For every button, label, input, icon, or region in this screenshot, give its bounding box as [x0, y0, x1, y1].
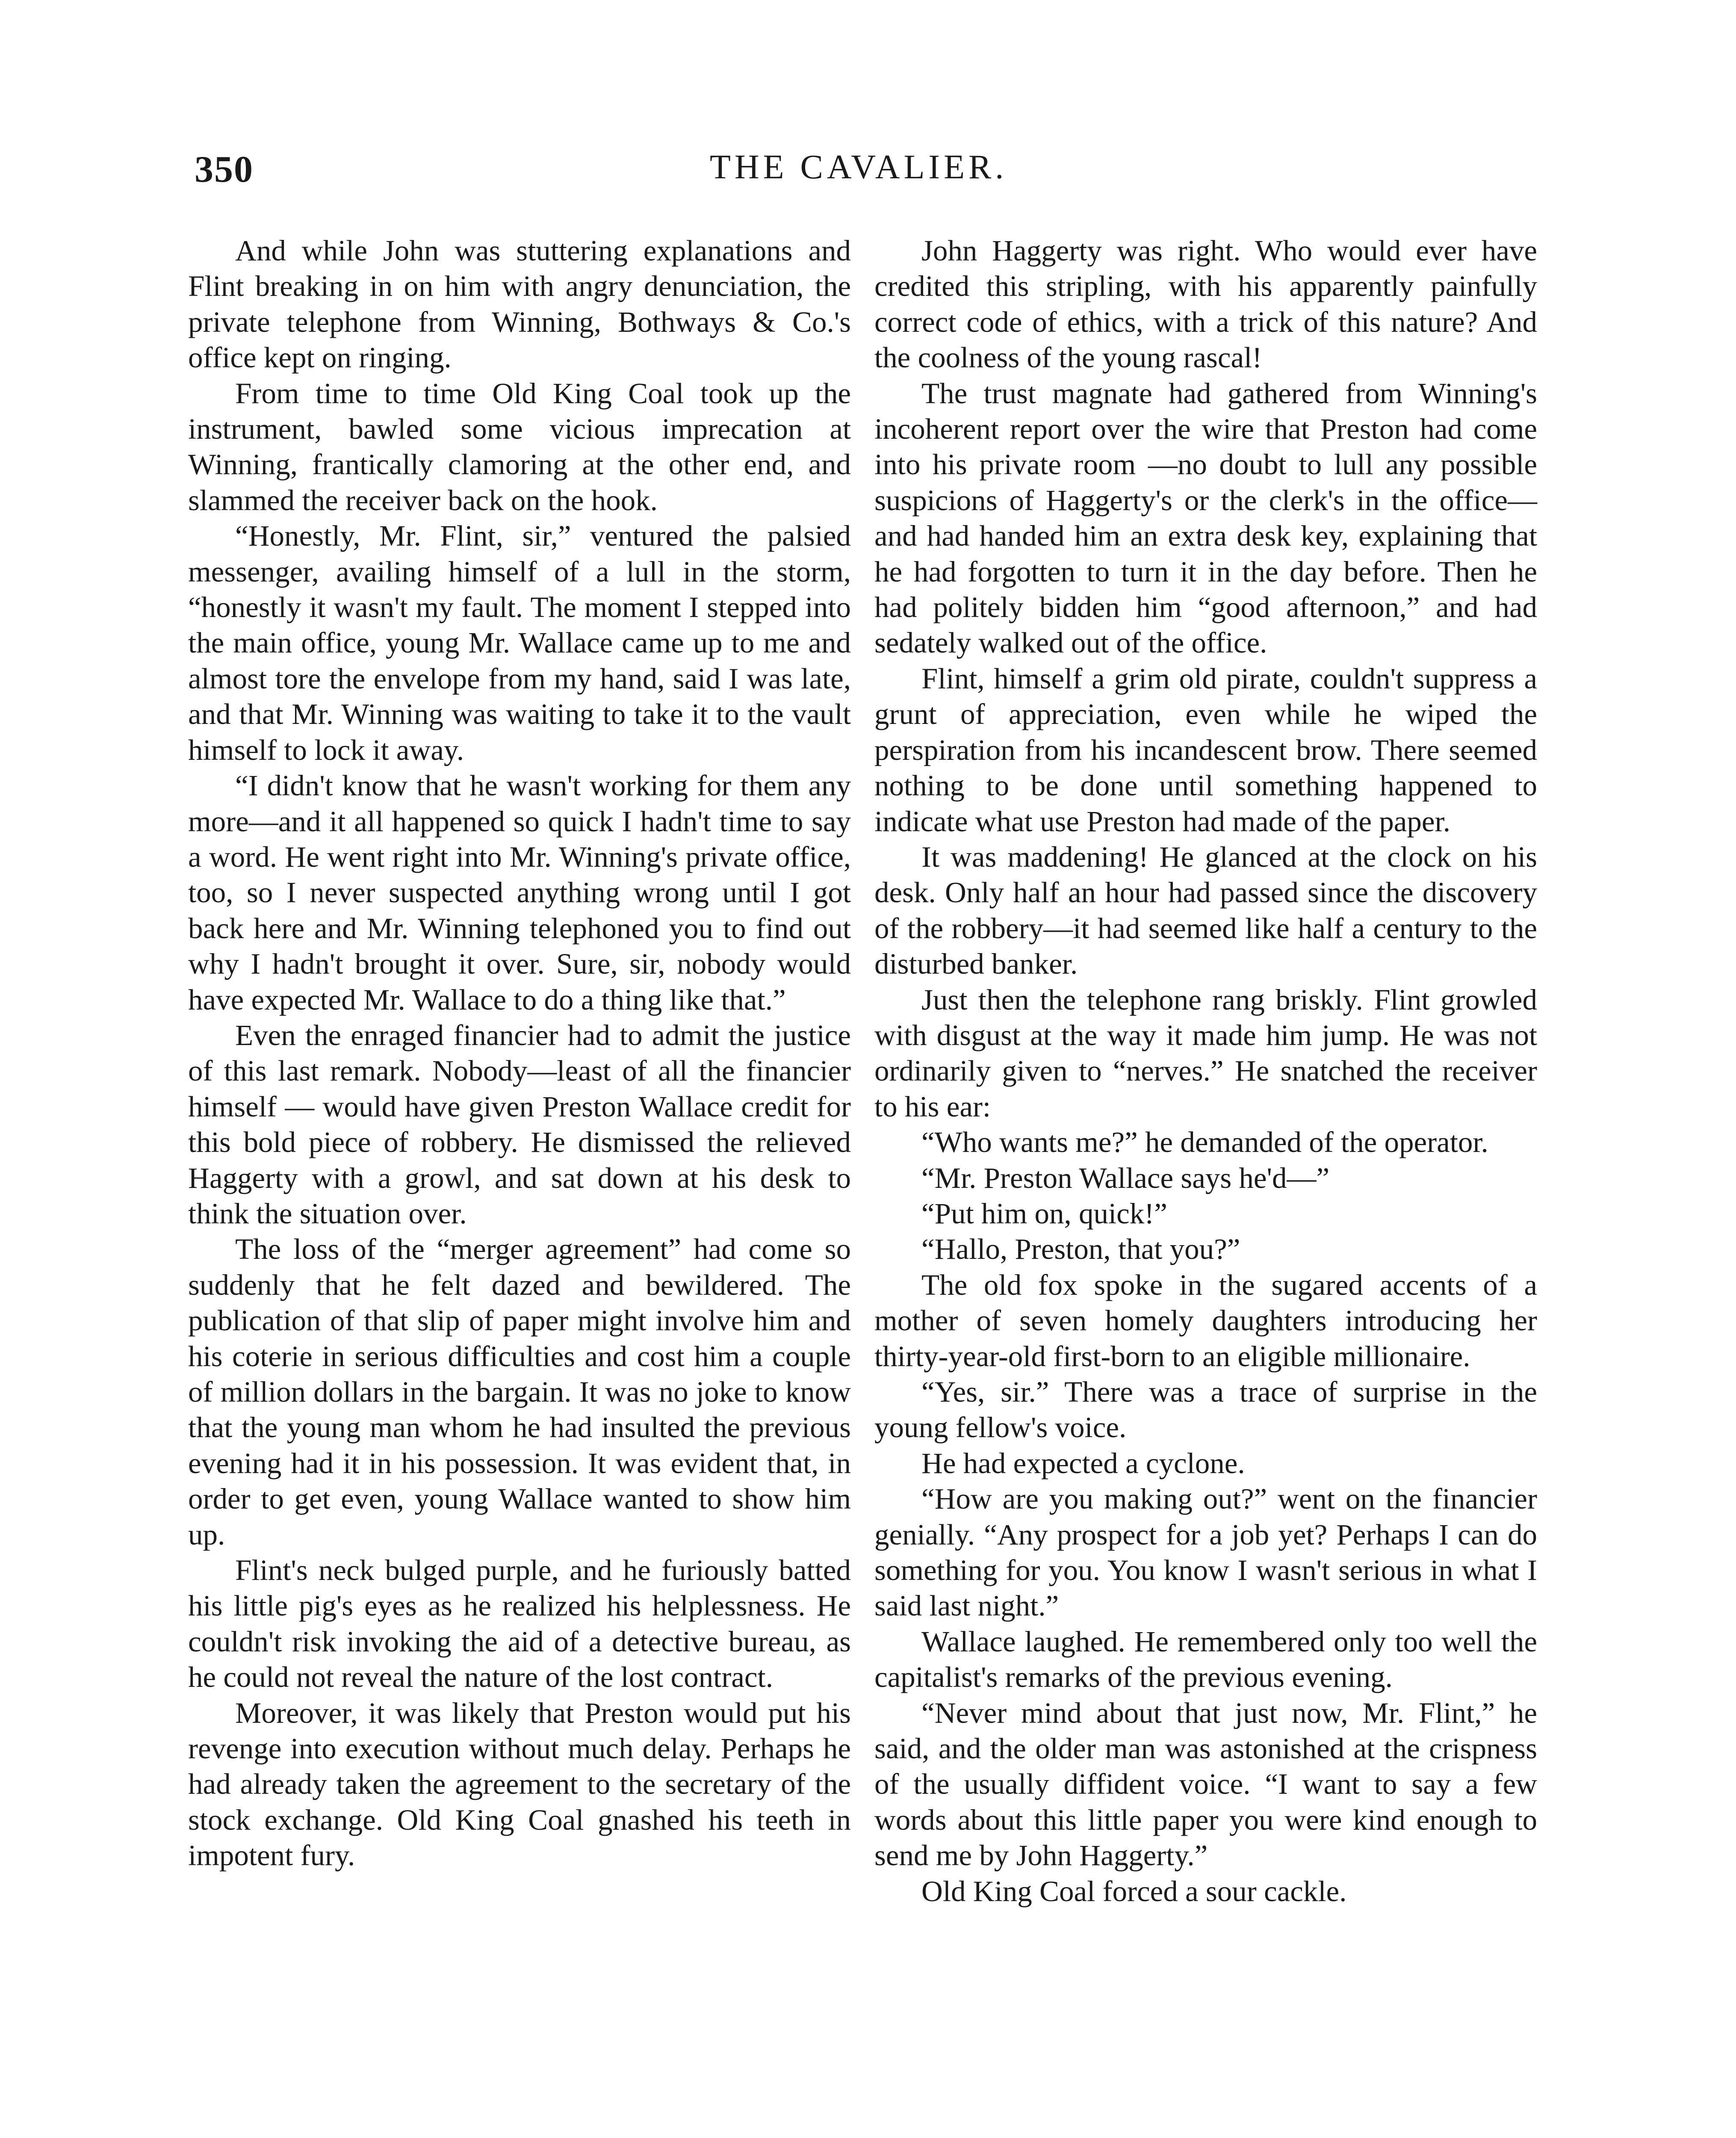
paragraph: From time to time Old King Coal took up the instrument, bawled some vicious imprecation at Winning, frantically clamoring at the other end, and slammed the receiver back on the hook.: [188, 377, 851, 517]
paragraph: “I didn't know that he wasn't working for them any more—and it all happened so quick I hadn't time to say a word. He went right into Mr. Winning's private office, too, so I never suspected anything wrong until I got back here and Mr. Winning telephoned you to find out why I hadn't brought it over. Sure, sir, nobody would have expected Mr. Wallace to do a thing like that.”: [188, 769, 851, 1016]
paragraph: Moreover, it was likely that Preston would put his revenge into execution without much delay. Perhaps he had already taken the agreement to the secretary of the stock exchange. Old King Coal gnashed his teeth in impotent fury.: [188, 1696, 851, 1872]
paragraph: He had expected a cyclone.: [921, 1447, 1245, 1479]
left-column: [188, 233, 851, 1874]
paragraph: “Yes, sir.” There was a trace of surprise in the young fellow's voice.: [874, 1376, 1537, 1444]
paragraph: “Who wants me?” he demanded of the operator.: [921, 1126, 1488, 1159]
paragraph: Just then the telephone rang briskly. Flint growled with disgust at the way it made him jump. He was not ordinarily given to “nerves.” He snatched the receiver to his ear:: [874, 983, 1537, 1123]
paragraph: “Mr. Preston Wallace says he'd—”: [921, 1161, 1330, 1194]
paragraph: “Never mind about that just now, Mr. Flint,” he said, and the older man was astonished at the crispness of the usually diffident voice. “I want to say a few words about this little paper you were kind enough to send me by John Haggerty.”: [874, 1696, 1537, 1872]
paragraph: “Honestly, Mr. Flint, sir,” ventured the palsied messenger, availing himself of a lull in the storm, “honestly it wasn't my fault. The moment I stepped into the main office, young Mr. Wallace came up to me and almost tore the envelope from my hand, said I was late, and that Mr. Winning was waiting to take it to the vault himself to lock it away.: [188, 520, 851, 766]
paragraph: John Haggerty was right. Who would ever have credited this stripling, with his apparently painfully correct code of ethics, with a trick of this nature? And the coolness of the young rascal!: [874, 234, 1537, 374]
page-number: 350: [195, 149, 254, 190]
paragraph: Flint, himself a grim old pirate, couldn't suppress a grunt of appreciation, even while he wiped the perspiration from his incandescent brow. There seemed nothing to be done until something happened to indicate what use Preston had made of the paper.: [874, 662, 1537, 838]
running-head: THE CAVALIER.: [710, 148, 1008, 186]
paragraph: The trust magnate had gathered from Winning's incoherent report over the wire that Preston had come into his private room —no doubt to lull any possible suspicions of Haggerty's or the clerk's in the office—and had handed him an extra desk key, explaining that he had forgotten to turn it in the day before. Then he had politely bidden him “good afternoon,” and had sedately walked out of the office.: [874, 377, 1537, 659]
paragraph: Flint's neck bulged purple, and he furiously batted his little pig's eyes as he realized his helplessness. He couldn't risk invoking the aid of a detective bureau, as he could not reveal the nature of the lost contract.: [188, 1554, 851, 1694]
paragraph: “How are you making out?” went on the financier genially. “Any prospect for a job yet? Perhaps I can do something for you. You know I wasn't serious in what I said last night.”: [874, 1482, 1537, 1622]
paragraph: Wallace laughed. He remembered only too well the capitalist's remarks of the previous evening.: [874, 1625, 1537, 1694]
paragraph: The loss of the “merger agreement” had come so suddenly that he felt dazed and bewildered. The publication of that slip of paper might involve him and his coterie in serious difficulties and cost him a couple of million dollars in the bargain. It was no joke to know that the young man whom he had insulted the previous evening had it in his possession. It was evident that, in order to get even, young Wallace wanted to show him up.: [188, 1233, 851, 1551]
paragraph: And while John was stuttering explanations and Flint breaking in on him with angry denunciation, the private telephone from Winning, Bothways & Co.'s office kept on ringing.: [188, 234, 851, 374]
paragraph: Even the enraged financier had to admit the justice of this last remark. Nobody—least of all the financier himself — would have given Preston Wallace credit for this bold piece of robbery. He dismissed the relieved Haggerty with a growl, and sat down at his desk to think the situation over.: [188, 1019, 851, 1230]
paragraph: “Put him on, quick!”: [921, 1197, 1167, 1230]
paragraph: It was maddening! He glanced at the clock on his desk. Only half an hour had passed since the discovery of the robbery—it had seemed like half a century to the disturbed banker.: [874, 840, 1537, 980]
paragraph: The old fox spoke in the sugared accents of a mother of seven homely daughters introducing her thirty-year-old first-born to an eligible millionaire.: [874, 1268, 1537, 1373]
right-column: [874, 233, 1537, 1909]
paragraph: “Hallo, Preston, that you?”: [921, 1233, 1240, 1266]
paragraph: Old King Coal forced a sour cackle.: [921, 1875, 1347, 1908]
